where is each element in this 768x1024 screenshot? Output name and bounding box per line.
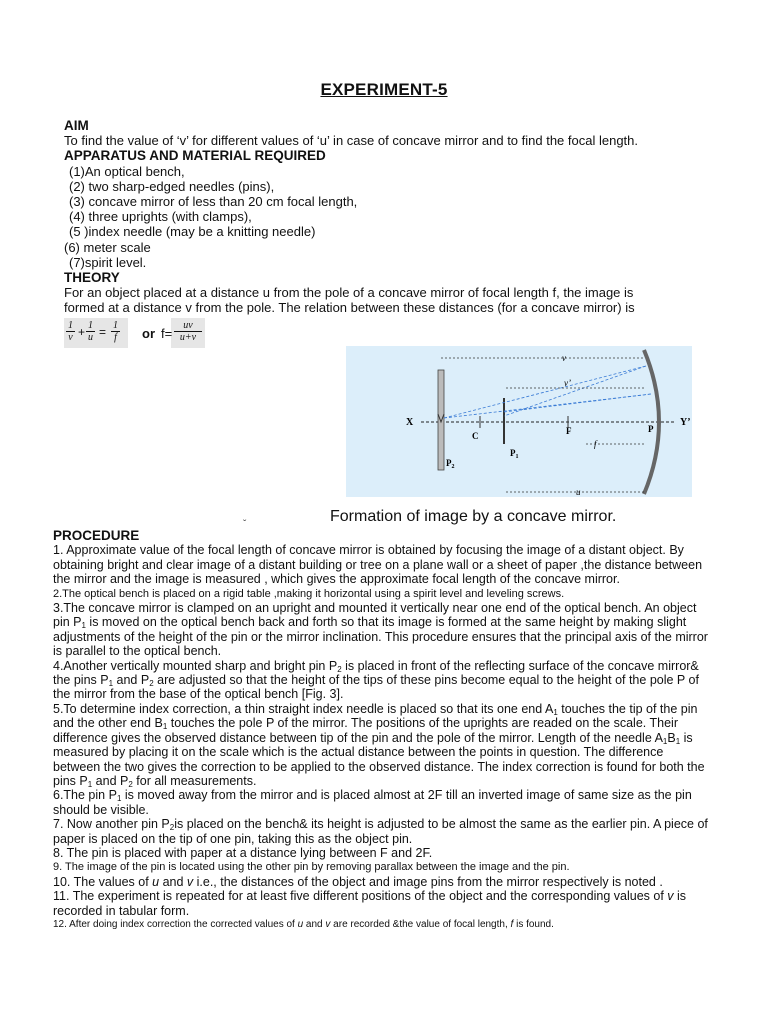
formula-v: v [68,332,73,343]
procedure-step-9: 9. The image of the pin is located using the other pin by removing parallax between the image and the pin. [53,861,570,874]
apparatus-item-3: (3) concave mirror of less than 20 cm focal length, [69,194,358,210]
label-u: u [576,487,581,497]
procedure-step-11: 11. The experiment is repeated for at least five different positions of the object and the corresponding values of v is recorded in tabular form. [53,889,687,918]
formula-plus: + [78,325,86,339]
aim-text: To find the value of ‘v’ for different values of ‘u’ in case of concave mirror and to find the focal length. [64,133,639,149]
procedure-step-3: 3.The concave mirror is clamped on an upright and mounted it vertically near one end of the optical bench. An object pin $P_1$ is moved on the optical bench back and forth so that its image is formed at the same height by making slight adjustments of the height of the pin or the mirror inclination. This procedure ensures that the principal axis of the mirror is parallel to the optical bench. [53,601,708,659]
apparatus-heading: APPARATUS AND MATERIAL REQUIRED [64,148,326,164]
formula-or: or [142,326,155,341]
procedure-step-12: 12. After doing index correction the corrected values of u and v are recorded &the value of focal length, f is found. [53,918,554,930]
label-p2: $P_2$ [446,458,455,470]
procedure-section [53,529,713,932]
pin-p2 [438,370,444,470]
formula-one-a: 1 [68,320,73,331]
formula-u-plus-v: u+v [179,332,197,343]
apparatus-item-1: (1)An optical bench, [69,163,185,179]
procedure-step-7: 7. Now another pin $P_2is$ placed on the bench& its height is adjusted to be almost the same as the earlier pin. A piece of paper is placed on the tip of one pin, taking this as the object pin. [53,817,708,846]
label-c: C [472,431,479,441]
concave-mirror-diagram [346,346,692,497]
page-title: EXPERIMENT-5 [320,80,448,99]
apparatus-item-4: (4) three uprights (with clamps), [69,209,252,225]
theory-heading: THEORY [64,270,120,286]
label-p1: $P_1$ [510,448,519,460]
apparatus-item-7: (7)spirit level. [69,254,147,270]
label-y: Y’ [680,417,691,428]
label-f-point: F [566,426,572,436]
formula-one-c: 1 [113,320,118,331]
label-v: v [562,353,566,363]
theory-line-2: formed at a distance v from the pole. The relation between these distances (for a concave mirror) is [64,300,635,316]
procedure-step-8: 8. The pin is placed with paper at a distance lying between F and 2F. [53,845,433,860]
procedure-step-4: 4.Another vertically mounted sharp and bright pin $P_2$ is placed in front of the reflecting surface of the concave mirror& the pins $P_1$ and $P_2$ are adjusted so that the height of the tips of these pins become equal to the height of the pole P of the mirror from the base of the optical bench [Fig. 3]. [53,658,699,702]
label-x: X [406,417,414,428]
formula-uv: uv [174,320,202,332]
diagram-caption: Formation of image by a concave mirror. [330,508,617,525]
procedure-step-10: 10. The values of u and v i.e., the distances of the object and image pins from the mirror respectively is noted . [53,874,663,889]
label-p: P [648,424,654,434]
formula-f: f [114,332,117,343]
aim-heading: AIM [64,118,89,133]
formula-one-b: 1 [88,320,93,331]
stray-mark: ˇ [243,519,247,530]
formula-f-eq: f= [161,326,173,341]
procedure-step-2: 2.The optical bench is placed on a rigid table ,making it horizontal using a spirit level and leveling screws. [53,587,565,600]
procedure-step-5: 5.To determine index correction, a thin straight index needle is placed so that its one end $A_1$ touches the tip of the pin and the other end $B_1$ touches the pole P of the mirror. The positions of the uprights are readed on the scale. Their difference gives the observed distance between tip of the pin and the pole of the mirror. Length of the needle $A_1B_1$ is measured by placing it on the scale which is the actual distance between the points in question. The difference between the two gives the correction to be applied to the observed distance. The index correction is found for both the pins $P_1$ and $P_2$ for all measurements. [53,701,705,789]
label-f-length: f [594,439,597,449]
mirror-formula [64,318,264,350]
theory-line-1: For an object placed at a distance u from the pole of a concave mirror of focal length f, the image is [64,285,634,301]
formula-u: u [88,332,93,343]
label-v-prime: v’ [564,378,571,388]
apparatus-item-5: (5 )index needle (may be a knitting needle) [69,224,316,240]
procedure-step-1: 1. Approximate value of the focal length of concave mirror is obtained by focusing the image of a distant object. By obtaining bright and clear image of a distant building or tree on a plane wall or a sheet of paper ,the distance between the mirror and the image is measured , which gives the approximate focal length of the concave mirror. [53,543,703,587]
procedure-heading: PROCEDURE [53,528,140,543]
top-section [64,118,724,316]
apparatus-item-6: (6) meter scale [64,239,151,255]
formula-equals: = [99,325,107,339]
apparatus-item-2: (2) two sharp-edged needles (pins), [69,178,275,194]
procedure-step-6: 6.The pin $P_1$ is moved away from the mirror and is placed almost at 2F till an inverted image of same size as the pin should be visible. [53,788,692,817]
